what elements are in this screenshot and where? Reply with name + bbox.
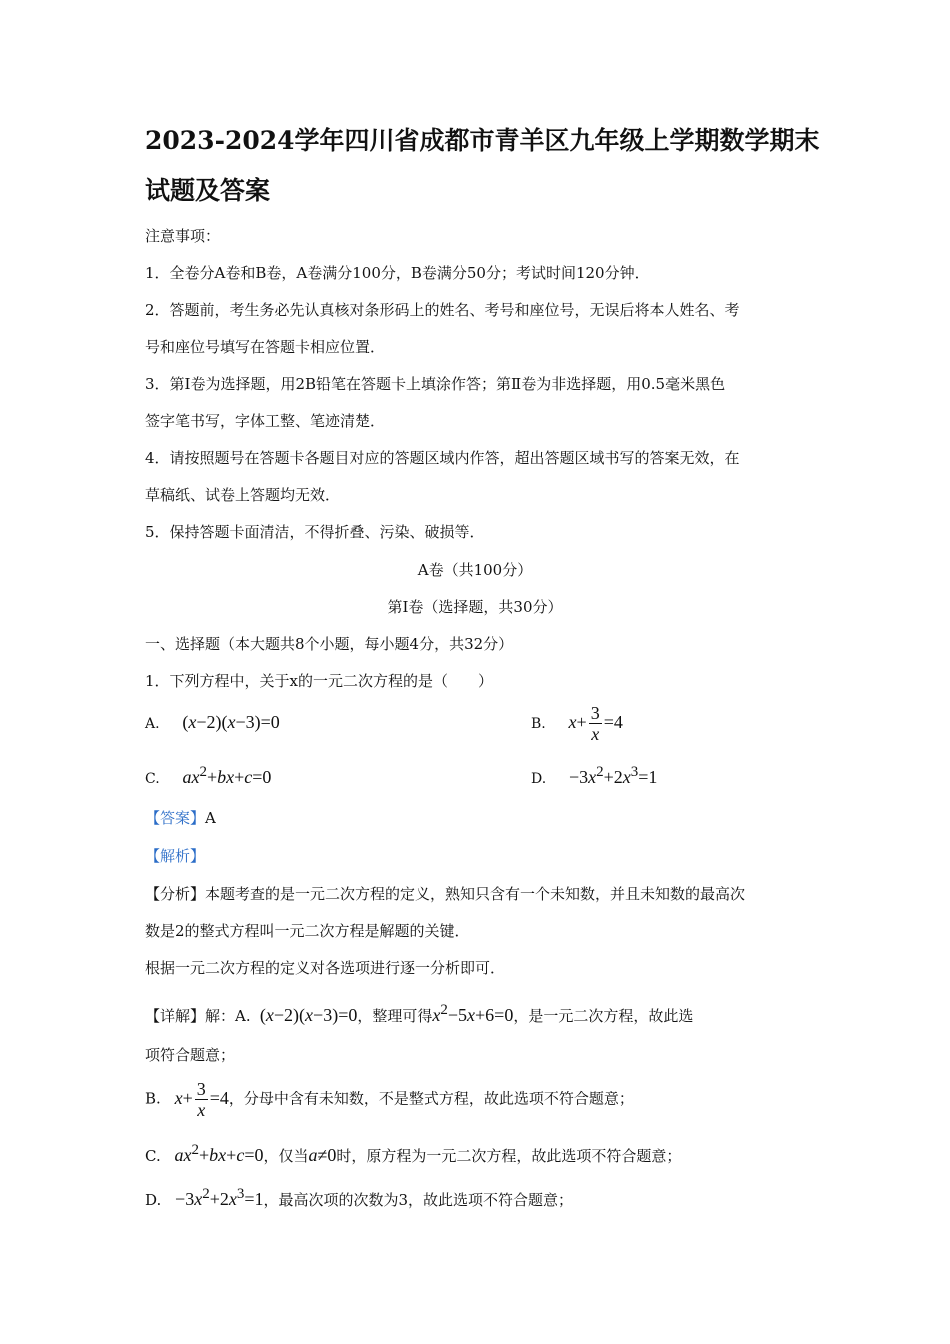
xj-a-end: ，是一元二次方程，故此选 bbox=[513, 1007, 694, 1025]
notice-item-3b: 签字笔书写，字体工整、笔迹清楚． bbox=[145, 412, 386, 430]
option-c-formula: $ax^2+bx+c=0$ bbox=[182, 764, 272, 787]
xj-b-label: B. bbox=[145, 1089, 161, 1108]
xj-a-formula-2: $x^2-5x+6=0$ bbox=[432, 1002, 514, 1025]
xj-b-text: ，分母中含有未知数，不是整式方程，故此选项不符合题意； bbox=[228, 1089, 634, 1108]
notice-heading: 注意事项： bbox=[145, 227, 221, 245]
xj-c-formula: $ax^2+bx+c=0$ bbox=[174, 1142, 264, 1165]
analysis-line bbox=[145, 846, 205, 866]
option-a bbox=[145, 712, 280, 733]
answer-line bbox=[145, 808, 216, 828]
xj-b-formula: x+ $\frac{3}{x}$ =4 bbox=[174, 1079, 229, 1120]
fenxi-line-2: 数是2的整式方程叫一元二次方程是解题的关键． bbox=[145, 922, 470, 940]
xj-a-formula: (x−2)(x−3)=0 bbox=[255, 1005, 358, 1025]
notice-item-3a: 3．第Ⅰ卷为选择题，用2B铅笔在答题卡上填涂作答；第Ⅱ卷为非选择题，用0.5毫米黑色 bbox=[145, 375, 726, 393]
fenxi-line-1 bbox=[145, 884, 745, 904]
xiangjie-lead: 解：A. bbox=[205, 1007, 251, 1025]
xj-d-formula: $-3x^2+2x^3=1$ bbox=[166, 1186, 264, 1209]
fenxi-line-3: 根据一元二次方程的定义对各选项进行逐一分析即可． bbox=[145, 959, 506, 977]
answer-value: A bbox=[205, 809, 216, 827]
option-d-label: D. bbox=[531, 771, 547, 787]
xj-c-end: 时，原方程为一元二次方程，故此选项不符合题意； bbox=[336, 1147, 682, 1165]
xj-d-label: D. bbox=[145, 1191, 162, 1209]
answer-tag: 【答案】 bbox=[145, 809, 206, 827]
doc-title-line1: 2023-2024学年四川省成都市青羊区九年级上学期数学期末 bbox=[145, 126, 820, 155]
notice-item-1: 1．全卷分A卷和B卷，A卷满分100分，B卷满分50分；考试时间120分钟． bbox=[145, 264, 650, 282]
option-b-label: B. bbox=[531, 715, 546, 732]
option-a-label: A. bbox=[145, 716, 160, 732]
option-a-formula: (x−2)(x−3)=0 bbox=[182, 712, 280, 732]
option-d-formula: $-3x^2+2x^3=1$ bbox=[568, 764, 658, 787]
option-d bbox=[531, 764, 657, 788]
notice-item-2a: 2．答题前，考生务必先认真核对条形码上的姓名、考号和座位号，无误后将本人姓名、考 bbox=[145, 301, 740, 319]
xiangjie-line-c bbox=[145, 1140, 681, 1166]
option-c-label: C. bbox=[145, 771, 160, 787]
xj-c-mid: ，仅当 bbox=[263, 1147, 309, 1165]
fenxi-tag: 【分析】 bbox=[145, 885, 206, 903]
notice-item-4a: 4．请按照题号在答题卡各题目对应的答题区域内作答，超出答题区域书写的答案无效，在 bbox=[145, 449, 740, 467]
xiangjie-line-a-cont: 项符合题意； bbox=[145, 1046, 236, 1064]
xj-c-label: C. bbox=[145, 1147, 161, 1165]
part1-heading: 第Ⅰ卷（选择题，共30分） bbox=[387, 598, 563, 616]
notice-item-2b: 号和座位号填写在答题卡相应位置． bbox=[145, 338, 386, 356]
xiangjie-line-b bbox=[145, 1080, 634, 1119]
analysis-tag: 【解析】 bbox=[145, 847, 206, 865]
xj-a-mid: ，整理可得 bbox=[357, 1007, 433, 1025]
xj-c-condition: a≠0 bbox=[308, 1145, 337, 1165]
notice-item-4b: 草稿纸、试卷上答题均无效． bbox=[145, 486, 341, 504]
xiangjie-line-a bbox=[145, 1000, 693, 1026]
doc-title-line2: 试题及答案 bbox=[145, 176, 271, 205]
option-c bbox=[145, 764, 271, 788]
xiangjie-tag: 【详解】 bbox=[145, 1007, 206, 1025]
fenxi-text-1: 本题考查的是一元二次方程的定义，熟知只含有一个未知数，并且未知数的最高次 bbox=[205, 885, 746, 903]
mc-heading: 一、选择题（本大题共8个小题，每小题4分，共32分） bbox=[145, 635, 514, 653]
option-b bbox=[531, 704, 623, 743]
option-b-formula: x+ $\frac{3}{x}$ =4 bbox=[568, 703, 623, 744]
question-1-stem: 1．下列方程中，关于x的一元二次方程的是（ ） bbox=[145, 672, 494, 690]
xj-d-text: ，最高次项的次数为3，故此选项不符合题意； bbox=[263, 1191, 574, 1209]
notice-item-5: 5．保持答题卡面清洁，不得折叠、污染、破损等． bbox=[145, 523, 485, 541]
section-a-heading: A卷（共100分） bbox=[417, 561, 533, 579]
xiangjie-line-d bbox=[145, 1184, 573, 1210]
